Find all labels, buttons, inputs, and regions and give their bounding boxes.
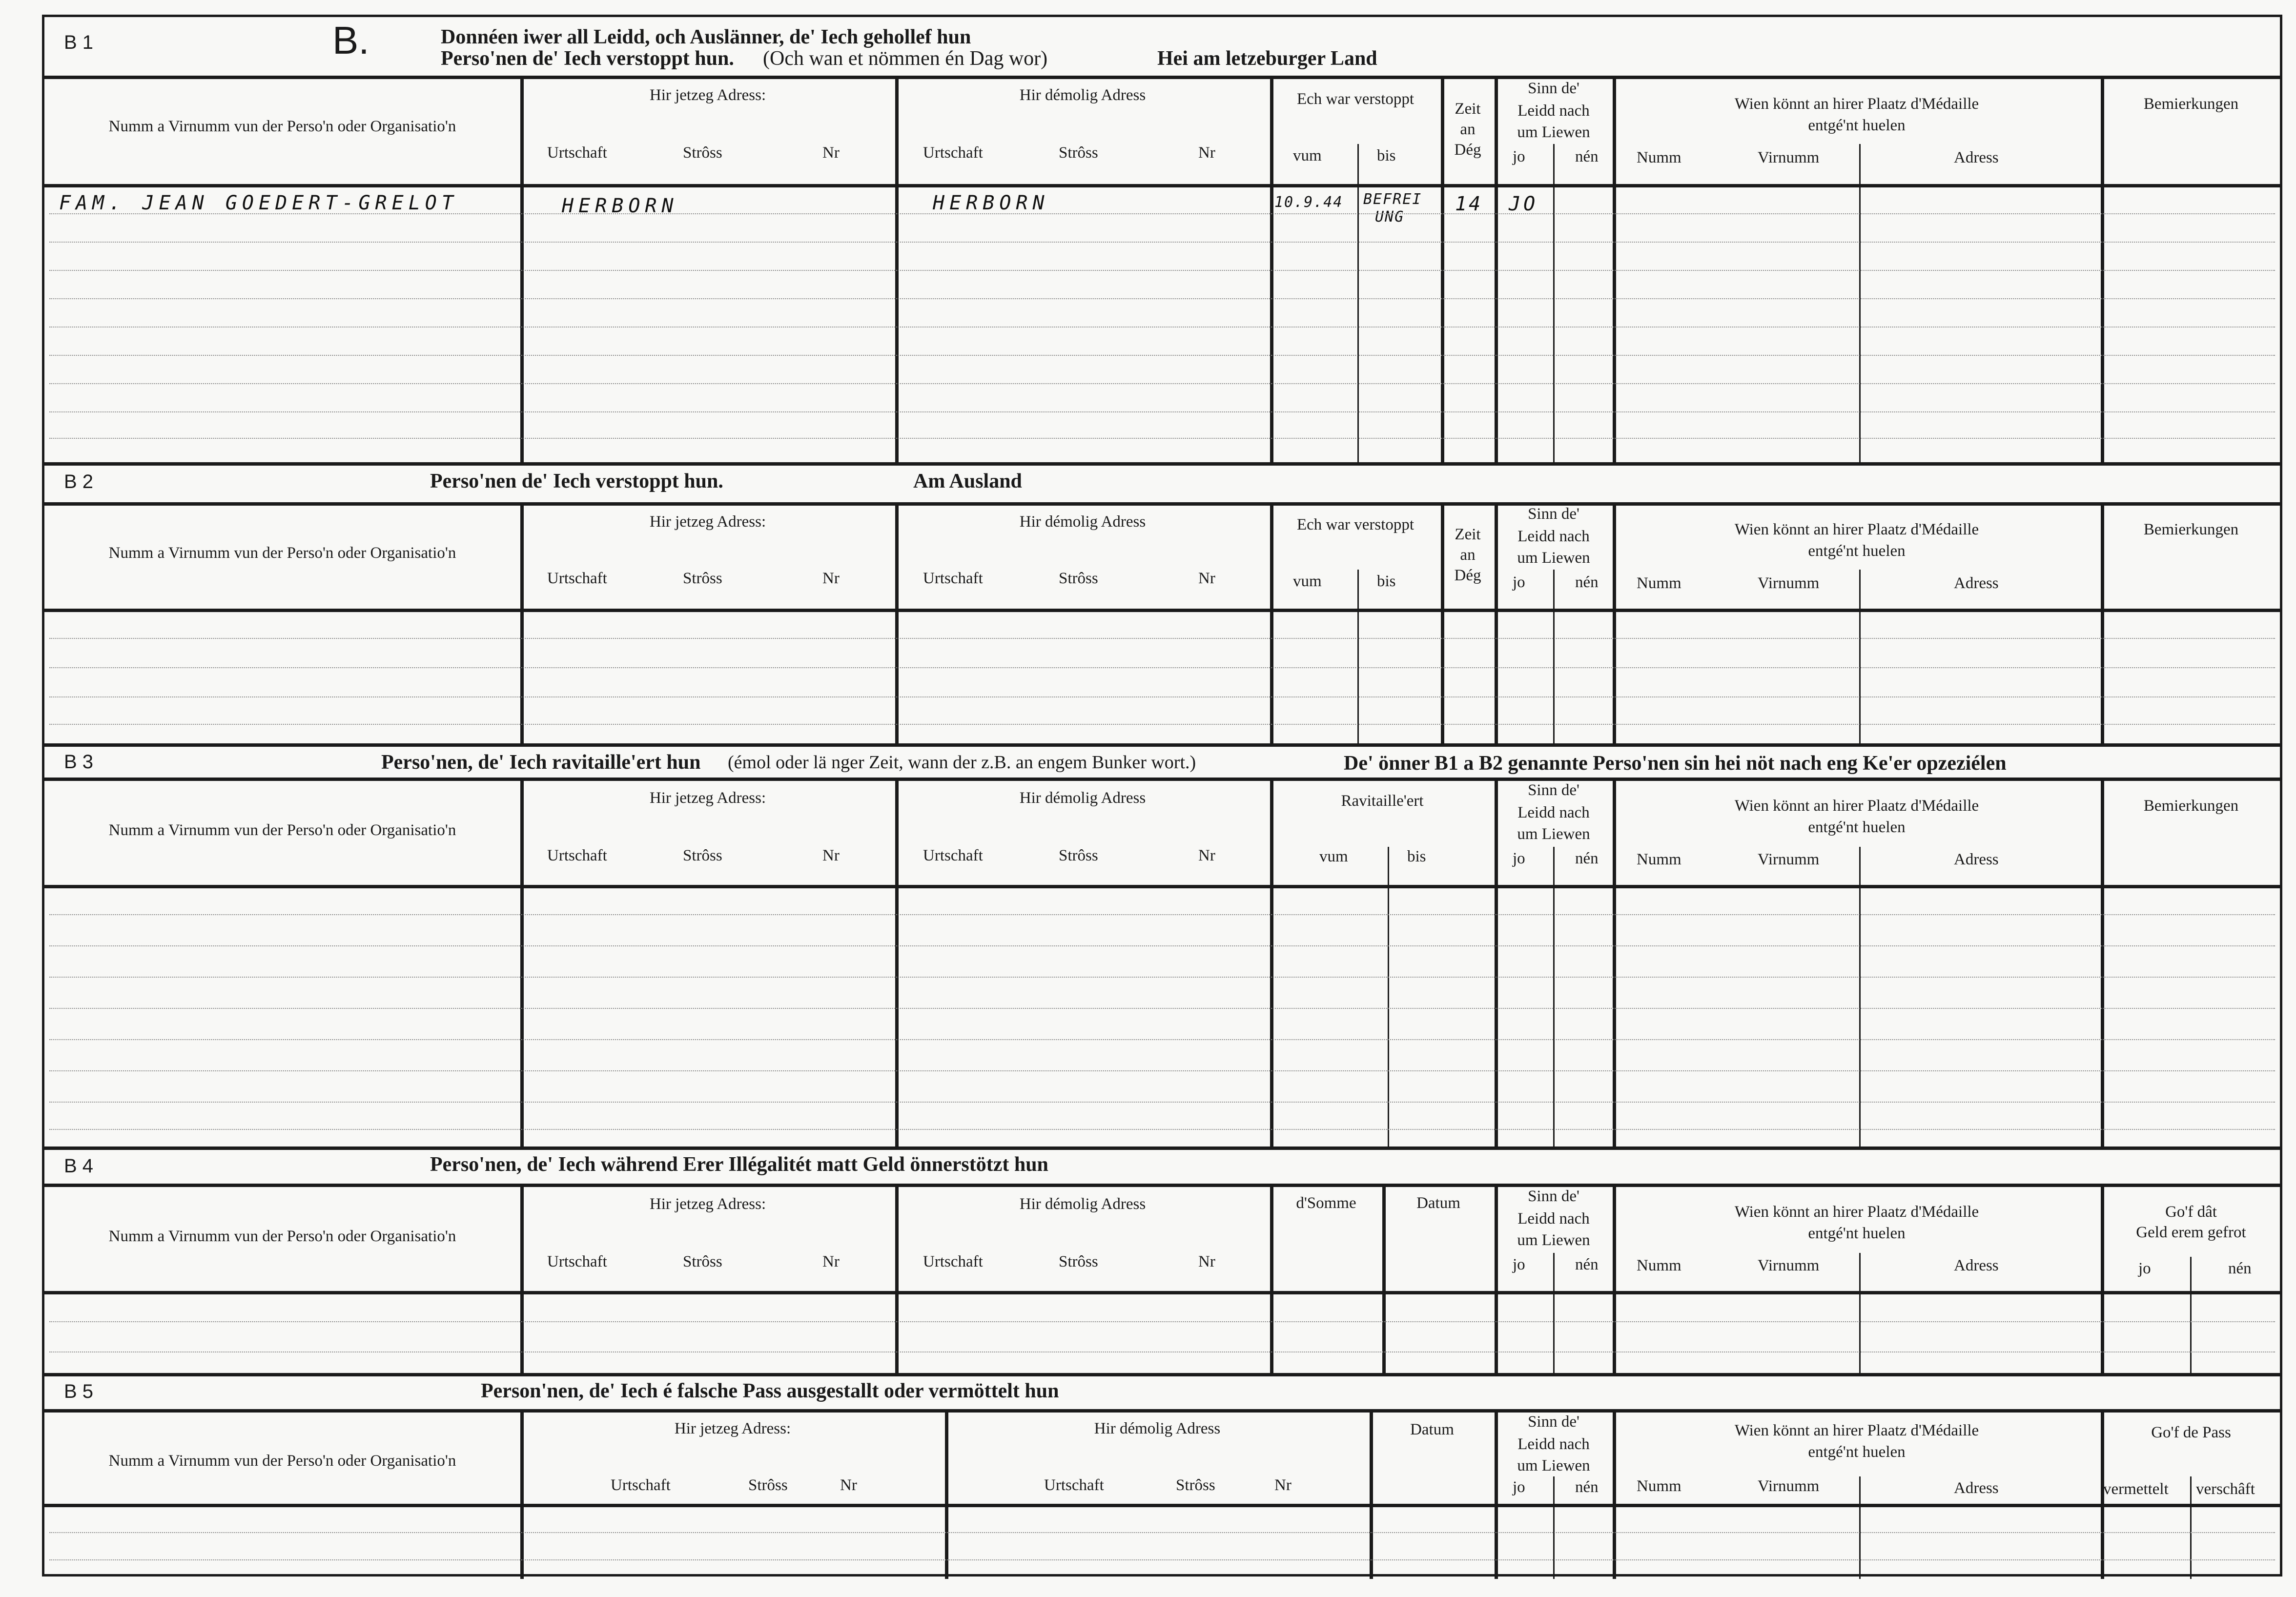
- registration-form: [42, 15, 2282, 1577]
- entry-current-town: HERBORN: [562, 195, 678, 217]
- header-current-address: Hir jetzeg Adress:: [649, 86, 766, 104]
- section-letter: B.: [332, 19, 369, 62]
- header-alive-3: um Liewen: [1517, 825, 1590, 843]
- header-pass-3: verschâft: [2196, 1480, 2255, 1498]
- header-supplied: Ravitaille'ert: [1341, 792, 1424, 810]
- header-alive-2: Leidd nach: [1517, 1435, 1590, 1453]
- b1-header-rule: [44, 184, 2280, 187]
- header-from: vum: [1293, 573, 1322, 590]
- header-pass-1: Go'f de Pass: [2151, 1424, 2231, 1441]
- header-number: Nr: [822, 144, 840, 162]
- header-from: vum: [1293, 147, 1322, 164]
- header-surname: Numm: [1637, 574, 1681, 592]
- header-hidden: Ech war verstoppt: [1296, 90, 1414, 108]
- header-in: an: [1460, 546, 1476, 564]
- header-number: Nr: [822, 1253, 840, 1270]
- header-address: Adress: [1954, 574, 1999, 592]
- entry-former-town: HERBORN: [933, 192, 1049, 214]
- header-address: Adress: [1954, 1257, 1999, 1274]
- section-label-b4: B 4: [64, 1155, 94, 1177]
- header-current-address: Hir jetzeg Adress:: [649, 513, 766, 531]
- header-alive-1: Sinn de': [1528, 1188, 1579, 1205]
- header-no: nén: [1575, 1478, 1599, 1496]
- section-label-b5: B 5: [64, 1381, 94, 1402]
- entry-from-date: 10.9.44: [1274, 194, 1343, 211]
- header-medal-1: Wien könnt an hirer Plaatz d'Médaille: [1734, 95, 1979, 113]
- header-medal-2: entgé'nt huelen: [1808, 1225, 1906, 1242]
- header-medal-2: entgé'nt huelen: [1808, 542, 1906, 560]
- header-no: nén: [1575, 573, 1599, 591]
- header-alive-2: Leidd nach: [1517, 1210, 1590, 1228]
- header-town: Urtschaft: [923, 1253, 983, 1270]
- header-street: Strôss: [683, 570, 722, 587]
- header-address: Adress: [1954, 851, 1999, 868]
- header-former-address: Hir démolig Adress: [1094, 1420, 1221, 1437]
- header-medal-2: entgé'nt huelen: [1808, 1443, 1906, 1461]
- entry-days: 14: [1455, 193, 1483, 215]
- header-town: Urtschaft: [1044, 1476, 1104, 1494]
- header-number: Nr: [1274, 1476, 1292, 1494]
- header-former-address: Hir démolig Adress: [1019, 86, 1146, 104]
- header-current-address: Hir jetzeg Adress:: [674, 1420, 791, 1437]
- header-firstname: Virnumm: [1758, 1477, 1820, 1495]
- header-no: nén: [1575, 1256, 1599, 1273]
- section-title-b2: Perso'nen de' Iech verstoppt hun.: [430, 470, 723, 492]
- header-street: Strôss: [683, 144, 722, 162]
- header-surname: Numm: [1637, 1257, 1681, 1274]
- header-number: Nr: [1198, 144, 1215, 162]
- header-current-address: Hir jetzeg Adress:: [649, 789, 766, 807]
- section-title-b4: Perso'nen, de' Iech während Erer Illégalitét matt Geld önnerstötzt hun: [430, 1153, 1048, 1176]
- header-days: Dég: [1454, 141, 1481, 159]
- header-alive-3: um Liewen: [1517, 123, 1590, 141]
- section-label-b1: B 1: [64, 32, 94, 53]
- header-medal-1: Wien könnt an hirer Plaatz d'Médaille: [1734, 1422, 1979, 1439]
- header-alive-1: Sinn de': [1528, 1413, 1579, 1431]
- header-medal-2: entgé'nt huelen: [1808, 117, 1906, 134]
- b1-top-rule: [44, 76, 2280, 79]
- header-yes: jo: [1513, 850, 1525, 867]
- header-yes: jo: [2138, 1260, 2151, 1277]
- header-town: Urtschaft: [923, 144, 983, 162]
- header-name: Numm a Virnumm vun der Perso'n oder Organisatio'n: [108, 821, 456, 839]
- entry-name: FAM. JEAN GOEDERT-GRELOT: [59, 192, 458, 214]
- header-firstname: Virnumm: [1758, 851, 1820, 868]
- entry-to-2: UNG: [1375, 208, 1405, 225]
- header-alive-3: um Liewen: [1517, 1231, 1590, 1249]
- header-town: Urtschaft: [547, 1253, 607, 1270]
- header-to: bis: [1377, 147, 1396, 164]
- header-firstname: Virnumm: [1758, 1257, 1820, 1274]
- header-town: Urtschaft: [547, 570, 607, 587]
- header-medal-2: entgé'nt huelen: [1808, 819, 1906, 836]
- header-yes: jo: [1513, 573, 1525, 591]
- header-in: an: [1460, 121, 1476, 138]
- header-yes: jo: [1513, 1478, 1525, 1496]
- section-title-b3-c: De' önner B1 a B2 genannte Perso'nen sin hei nöt nach eng Ke'er opzeziélen: [1344, 752, 2007, 775]
- header-address: Adress: [1954, 1479, 1999, 1497]
- header-remarks: Bemierkungen: [2143, 95, 2239, 113]
- header-number: Nr: [1198, 847, 1215, 864]
- header-from: vum: [1319, 848, 1348, 865]
- header-no: nén: [2228, 1260, 2252, 1277]
- header-town: Urtschaft: [611, 1476, 671, 1494]
- header-alive-2: Leidd nach: [1517, 804, 1590, 821]
- header-alive-1: Sinn de': [1528, 505, 1579, 523]
- header-gift-1: Go'f dât: [2165, 1203, 2217, 1221]
- entry-alive: JO: [1509, 193, 1538, 215]
- header-surname: Numm: [1637, 851, 1681, 868]
- header-remarks: Bemierkungen: [2143, 521, 2239, 538]
- header-remarks: Bemierkungen: [2143, 797, 2239, 815]
- header-town: Urtschaft: [547, 847, 607, 864]
- header-no: nén: [1575, 850, 1599, 867]
- header-medal-1: Wien könnt an hirer Plaatz d'Médaille: [1734, 521, 1979, 538]
- header-street: Strôss: [1059, 144, 1098, 162]
- header-yes: jo: [1513, 1256, 1525, 1273]
- header-pass-2: vermettelt: [2103, 1480, 2169, 1498]
- header-time: Zeit: [1455, 100, 1481, 118]
- section-title-b1-line2c: Hei am letzeburger Land: [1157, 47, 1377, 70]
- header-medal-1: Wien könnt an hirer Plaatz d'Médaille: [1734, 797, 1979, 815]
- header-street: Strôss: [1059, 570, 1098, 587]
- header-street: Strôss: [1059, 1253, 1098, 1270]
- header-firstname: Virnumm: [1758, 574, 1820, 592]
- header-name: Numm a Virnumm vun der Perso'n oder Organisatio'n: [108, 544, 456, 562]
- header-surname: Numm: [1637, 1477, 1681, 1495]
- header-alive-1: Sinn de': [1528, 781, 1579, 799]
- section-label-b3: B 3: [64, 751, 94, 773]
- header-date: Datum: [1410, 1421, 1454, 1438]
- header-surname: Numm: [1637, 149, 1681, 166]
- header-street: Strôss: [1059, 847, 1098, 864]
- header-medal-1: Wien könnt an hirer Plaatz d'Médaille: [1734, 1203, 1979, 1221]
- header-number: Nr: [822, 847, 840, 864]
- header-no: nén: [1575, 148, 1599, 165]
- header-street: Strôss: [1176, 1476, 1215, 1494]
- header-town: Urtschaft: [923, 570, 983, 587]
- section-title-b5: Person'nen, de' Iech é falsche Pass ausgestallt oder vermöttelt hun: [481, 1380, 1059, 1402]
- section-title-b1-line1: Donnéen iwer all Leidd, och Auslänner, de' Iech gehollef hun: [441, 26, 971, 48]
- section-title-b1-line2b: (Och wan et nömmen én Dag wor): [763, 47, 1048, 70]
- header-sum: d'Somme: [1296, 1194, 1356, 1212]
- header-street: Strôss: [683, 1253, 722, 1270]
- section-title-b2-b: Am Ausland: [913, 470, 1022, 492]
- header-firstname: Virnumm: [1758, 149, 1820, 166]
- header-alive-2: Leidd nach: [1517, 102, 1590, 120]
- header-current-address: Hir jetzeg Adress:: [649, 1195, 766, 1213]
- header-alive-3: um Liewen: [1517, 549, 1590, 567]
- header-street: Strôss: [683, 847, 722, 864]
- header-name: Numm a Virnumm vun der Perso'n oder Organisatio'n: [108, 118, 456, 135]
- section-title-b3-b: (émol oder lä nger Zeit, wann der z.B. an engem Bunker wort.): [728, 752, 1196, 773]
- header-former-address: Hir démolig Adress: [1019, 789, 1146, 807]
- header-alive-3: um Liewen: [1517, 1457, 1590, 1474]
- entry-to-1: BEFREI: [1363, 191, 1422, 208]
- section-label-b2: B 2: [64, 471, 94, 492]
- header-town: Urtschaft: [547, 144, 607, 162]
- header-to: bis: [1407, 848, 1426, 865]
- header-to: bis: [1377, 573, 1396, 590]
- header-number: Nr: [840, 1476, 857, 1494]
- header-date: Datum: [1416, 1194, 1460, 1212]
- header-former-address: Hir démolig Adress: [1019, 513, 1146, 531]
- header-former-address: Hir démolig Adress: [1019, 1195, 1146, 1213]
- header-town: Urtschaft: [923, 847, 983, 864]
- header-address: Adress: [1954, 149, 1999, 166]
- header-number: Nr: [1198, 570, 1215, 587]
- header-number: Nr: [822, 570, 840, 587]
- header-time: Zeit: [1455, 526, 1481, 543]
- header-yes: jo: [1513, 148, 1525, 165]
- header-name: Numm a Virnumm vun der Perso'n oder Organisatio'n: [108, 1228, 456, 1245]
- header-alive-2: Leidd nach: [1517, 528, 1590, 545]
- header-alive-1: Sinn de': [1528, 80, 1579, 97]
- header-gift-2: Geld erem gefrot: [2136, 1224, 2246, 1241]
- header-hidden: Ech war verstoppt: [1296, 516, 1414, 533]
- header-street: Strôss: [748, 1476, 788, 1494]
- section-title-b3: Perso'nen, de' Iech ravitaille'ert hun: [381, 751, 701, 774]
- section-title-b1-line2a: Perso'nen de' Iech verstoppt hun.: [441, 47, 734, 70]
- header-number: Nr: [1198, 1253, 1215, 1270]
- header-days: Dég: [1454, 567, 1481, 584]
- header-name: Numm a Virnumm vun der Perso'n oder Organisatio'n: [108, 1452, 456, 1470]
